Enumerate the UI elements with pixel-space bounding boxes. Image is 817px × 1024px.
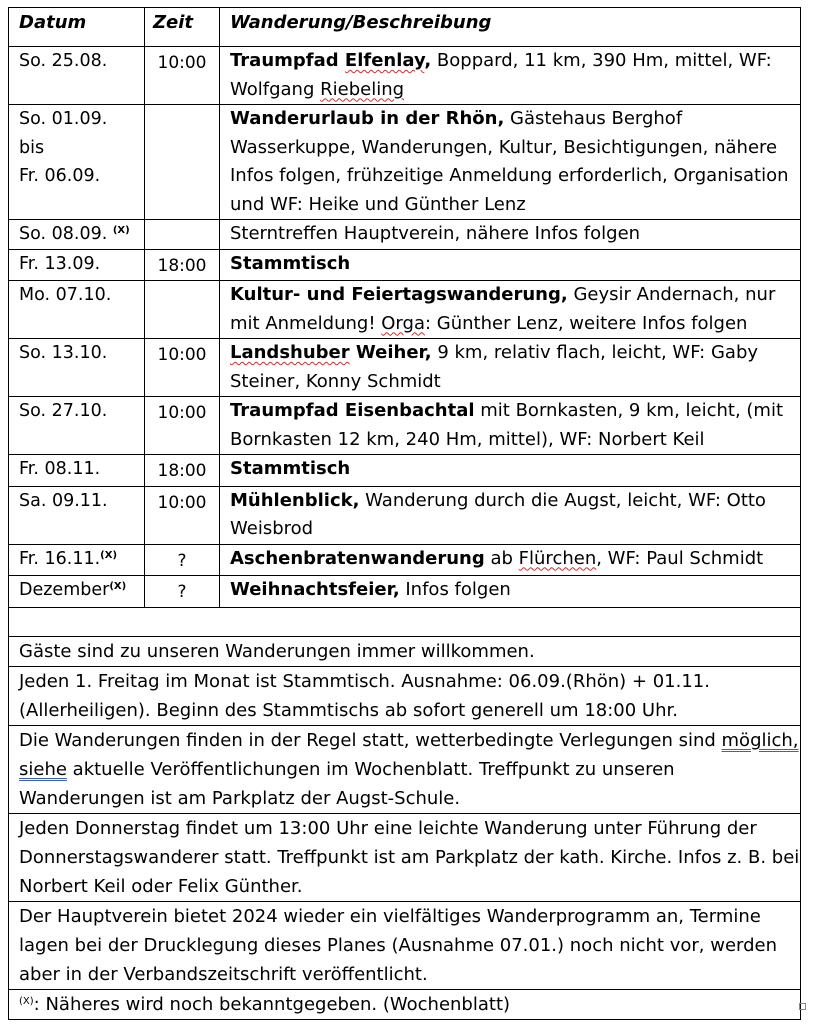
event-title: Traumpfad Elfenlay,: [230, 50, 432, 71]
note-stammtisch: Jeden 1. Freitag im Monat ist Stammtisch. Ausnahme: 06.09.(Rhön) + 01.11. (Allerheiligen). Beginn des Stammtischs ab sofort generell um 18:00 Uhr.: [9, 666, 801, 725]
note-thursday: Jeden Donnerstag findet um 13:00 Uhr eine leichte Wanderung unter Führung der Donnerstagswanderer statt. Treffpunkt ist am Parkplatz der kath. Kirche. Infos z. B. bei Norbert Keil oder Felix Günther.: [9, 813, 801, 901]
table-row: [9, 249, 801, 281]
table-row: [9, 576, 801, 608]
event-details: mit Bornkasten, 9 km, leicht, (mit Bornkasten 12 km, 240 Hm, mittel), WF: Norbert Keil: [230, 400, 784, 450]
event-details: Geysir Andernach, nur mit Anmeldung! Orga: Günther Lenz, weitere Infos folgen: [230, 284, 776, 334]
event-time: 10:00: [145, 47, 220, 105]
event-time: ?: [145, 576, 220, 608]
event-title: Landshuber Weiher,: [230, 342, 432, 363]
event-date: So. 25.08.: [9, 47, 145, 105]
header-zeit: Zeit: [145, 8, 220, 47]
footnote-mark: (X): [109, 581, 127, 592]
event-description: [220, 455, 801, 487]
event-date: Fr. 16.11.$^{(X)}$: [9, 544, 145, 576]
event-title: Weihnachtsfeier,: [230, 579, 400, 600]
event-description: [220, 544, 801, 576]
table-row: [9, 455, 801, 487]
event-time: [145, 220, 220, 250]
note-row: [9, 901, 801, 989]
event-details: Infos folgen: [399, 579, 511, 600]
event-time: 18:00: [145, 249, 220, 281]
footnote-mark: (X): [112, 225, 130, 236]
event-details: Wanderung durch die Augst, leicht, WF: Otto Weisbrod: [230, 489, 766, 539]
event-title: Wanderurlaub in der Rhön,: [230, 108, 505, 129]
event-date: Sa. 09.11.: [9, 486, 145, 544]
event-date: Fr. 08.11.: [9, 455, 145, 487]
table-row: [9, 220, 801, 250]
table-row: [9, 47, 801, 105]
event-description: [220, 397, 801, 455]
event-date: So. 08.09. $^{(X)}$: [9, 220, 145, 250]
event-description: [220, 249, 801, 281]
header-datum: Datum: [9, 8, 145, 47]
event-details: Gästehaus Berghof Wasserkuppe, Wanderungen, Kultur, Besichtigungen, nähere Infos folgen, frühzeitige Anmeldung erforderlich, Organisation und WF: Heike und Günther Lenz: [230, 108, 789, 215]
note-footnote: $^{(X)}$: Näheres wird noch bekanntgegeben. (Wochenblatt): [9, 989, 801, 1019]
event-description: [220, 281, 801, 339]
hiking-schedule-table: [8, 7, 801, 1020]
event-title: Kultur- und Feiertagswanderung,: [230, 284, 568, 305]
event-description: [220, 486, 801, 544]
header-beschreibung: Wanderung/Beschreibung: [220, 8, 801, 47]
note-main-club: Der Hauptverein bietet 2024 wieder ein vielfältiges Wanderprogramm an, Termine lagen bei der Drucklegung dieses Planes (Ausnahme 07.01.) noch nicht vor, werden aber in der Verbandszeitschrift veröffentlicht.: [9, 901, 801, 989]
table-row: [9, 339, 801, 397]
event-time: 10:00: [145, 486, 220, 544]
note-row: [9, 725, 801, 813]
event-time: ?: [145, 544, 220, 576]
table-row: [9, 105, 801, 220]
event-time: 10:00: [145, 339, 220, 397]
note-row: [9, 813, 801, 901]
event-time: [145, 281, 220, 339]
event-description: [220, 105, 801, 220]
table-row: [9, 397, 801, 455]
note-row: [9, 636, 801, 666]
table-row: [9, 486, 801, 544]
event-details: 9 km, relativ flach, leicht, WF: Gaby Steiner, Konny Schmidt: [230, 342, 759, 392]
event-description: [220, 47, 801, 105]
event-details: ab Flürchen, WF: Paul Schmidt: [484, 547, 764, 569]
event-time: 18:00: [145, 455, 220, 487]
event-date: Mo. 07.10.: [9, 281, 145, 339]
header-row: [9, 8, 801, 47]
event-title: Stammtisch: [230, 252, 351, 274]
event-date: Dezember$^{(X)}$: [9, 576, 145, 608]
footnote-mark: (X): [100, 549, 118, 561]
event-time: 10:00: [145, 397, 220, 455]
table-row: [9, 544, 801, 576]
event-time: [145, 105, 220, 220]
note-guests: Gäste sind zu unseren Wanderungen immer willkommen.: [9, 636, 801, 666]
event-title: Traumpfad Eisenbachtal: [230, 400, 475, 421]
event-description: [220, 339, 801, 397]
event-description: [220, 220, 801, 250]
event-title: Mühlenblick,: [230, 489, 360, 511]
event-date: Fr. 13.09.: [9, 249, 145, 281]
event-title: Stammtisch: [230, 458, 351, 479]
note-rules: Die Wanderungen finden in der Regel statt, wetterbedingte Verlegungen sind möglich, siehe aktuelle Veröffentlichungen im Wochenblatt. Treffpunkt zu unseren Wanderungen ist am Parkplatz der Augst-Schule.: [9, 725, 801, 813]
footnote-mark: (X): [19, 995, 34, 1007]
event-date: So. 13.10.: [9, 339, 145, 397]
event-title: Aschenbratenwanderung: [230, 547, 485, 569]
event-date: So. 01.09. bis Fr. 06.09.: [9, 105, 145, 220]
note-row: [9, 666, 801, 725]
event-details: Boppard, 11 km, 390 Hm, mittel, WF: Wolfgang Riebeling: [230, 50, 772, 100]
event-details: Sterntreffen Hauptverein, nähere Infos folgen: [230, 223, 641, 244]
table-row: [9, 281, 801, 339]
table-resize-handle[interactable]: [799, 1003, 806, 1010]
note-row: [9, 989, 801, 1019]
event-date: So. 27.10.: [9, 397, 145, 455]
event-description: [220, 576, 801, 608]
empty-row: [9, 607, 801, 636]
